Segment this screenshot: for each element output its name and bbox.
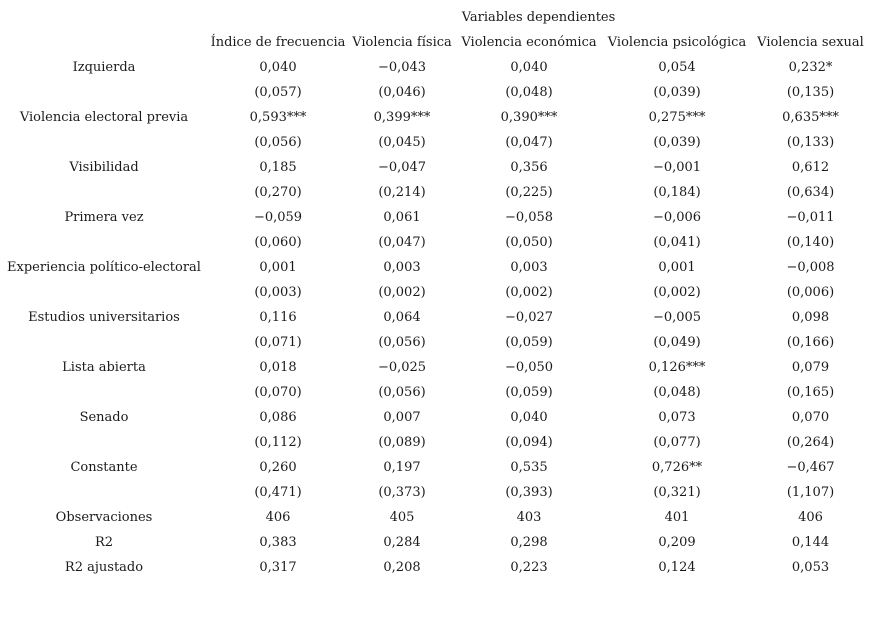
coefficient-cell: 405 <box>389 510 415 525</box>
coefficient-cell: 0,001 <box>259 260 297 275</box>
std-error-cell: (0,006) <box>786 285 835 300</box>
coefficient-cell: −0,050 <box>504 360 554 375</box>
regression-table <box>0 5 869 580</box>
coefficient-cell: −0,467 <box>786 460 835 475</box>
std-error-cell: (0,264) <box>786 435 835 450</box>
coefficient-cell: 0,061 <box>383 210 421 225</box>
coefficient-cell: 0,383 <box>259 535 297 550</box>
coefficient-cell: 0,064 <box>383 310 421 325</box>
table-row <box>0 405 869 430</box>
std-error-cell: (0,112) <box>254 435 302 450</box>
std-error-cell: (0,056) <box>254 135 302 150</box>
std-error-cell: (0,471) <box>254 485 302 500</box>
std-error-cell: (0,214) <box>378 185 426 200</box>
coefficient-cell: 0,079 <box>791 360 830 375</box>
column-header: Violencia económica <box>461 35 597 50</box>
table-row-std-error <box>0 480 869 505</box>
coefficient-cell: 0,070 <box>791 410 830 425</box>
coefficient-cell: −0,001 <box>652 160 702 175</box>
std-error-cell: (0,057) <box>254 85 302 100</box>
row-label <box>0 130 208 155</box>
std-error-cell: (0,270) <box>254 185 302 200</box>
std-error-cell: (0,056) <box>378 385 426 400</box>
std-error-cell: (1,107) <box>786 485 835 500</box>
coefficient-cell: 0,298 <box>510 535 548 550</box>
coefficient-cell: 0,185 <box>259 160 297 175</box>
coefficient-cell: 0,275*** <box>648 110 706 125</box>
row-label <box>0 280 208 305</box>
std-error-cell: (0,166) <box>786 335 835 350</box>
std-error-cell: (0,047) <box>378 235 426 250</box>
row-label: Experiencia político-electoral <box>7 260 201 275</box>
std-error-cell: (0,045) <box>378 135 426 150</box>
coefficient-cell: 0,635*** <box>782 110 839 125</box>
row-label <box>0 430 208 455</box>
table-row-std-error <box>0 230 869 255</box>
table-row <box>0 255 869 280</box>
std-error-cell: (0,070) <box>254 385 302 400</box>
std-error-cell: (0,135) <box>786 85 835 100</box>
row-label: Primera vez <box>64 210 144 225</box>
coefficient-cell: 0,073 <box>658 410 696 425</box>
group-header-row <box>0 5 869 30</box>
table-row <box>0 455 869 480</box>
std-error-cell: (0,049) <box>653 335 701 350</box>
coefficient-cell: −0,047 <box>377 160 427 175</box>
coefficient-cell: −0,011 <box>786 210 835 225</box>
std-error-cell: (0,048) <box>653 385 701 400</box>
coefficient-cell: −0,025 <box>377 360 427 375</box>
row-label <box>0 380 208 405</box>
row-label: Visibilidad <box>69 160 139 175</box>
coefficient-cell: 0,399*** <box>373 110 431 125</box>
std-error-cell: (0,373) <box>378 485 426 500</box>
header-spacer <box>0 30 208 55</box>
row-label <box>0 80 208 105</box>
table-row <box>0 505 869 530</box>
std-error-cell: (0,184) <box>653 185 701 200</box>
std-error-cell: (0,634) <box>786 185 835 200</box>
coefficient-cell: 0,535 <box>510 460 548 475</box>
column-header-row <box>0 30 869 55</box>
coefficient-cell: 406 <box>798 510 823 525</box>
table-row <box>0 155 869 180</box>
table-row-std-error <box>0 430 869 455</box>
coefficient-cell: 0,390*** <box>500 110 558 125</box>
coefficient-cell: 401 <box>664 510 690 525</box>
coefficient-cell: 0,007 <box>383 410 421 425</box>
table-row <box>0 55 869 80</box>
coefficient-cell: 0,144 <box>791 535 830 550</box>
coefficient-cell: 0,356 <box>510 160 548 175</box>
coefficient-cell: −0,006 <box>652 210 702 225</box>
row-label <box>0 180 208 205</box>
std-error-cell: (0,071) <box>254 335 302 350</box>
table-row <box>0 530 869 555</box>
row-label: Izquierda <box>72 60 136 75</box>
coefficient-cell: 0,317 <box>259 560 297 575</box>
std-error-cell: (0,046) <box>378 85 426 100</box>
row-label: R2 <box>94 535 114 550</box>
std-error-cell: (0,059) <box>505 335 553 350</box>
coefficient-cell: 0,098 <box>791 310 830 325</box>
row-label: Violencia electoral previa <box>19 110 189 125</box>
row-label: Estudios universitarios <box>28 310 180 325</box>
std-error-cell: (0,225) <box>505 185 553 200</box>
std-error-cell: (0,039) <box>653 85 701 100</box>
coefficient-cell: −0,008 <box>786 260 835 275</box>
coefficient-cell: 0,209 <box>658 535 696 550</box>
coefficient-cell: 0,040 <box>510 60 548 75</box>
table-row-std-error <box>0 80 869 105</box>
std-error-cell: (0,003) <box>254 285 302 300</box>
coefficient-cell: 0,054 <box>658 60 696 75</box>
table-row <box>0 305 869 330</box>
coefficient-cell: −0,027 <box>504 310 554 325</box>
table-row-std-error <box>0 130 869 155</box>
coefficient-cell: 0,593*** <box>249 110 307 125</box>
coefficient-cell: 0,018 <box>259 360 297 375</box>
coefficient-cell: 0,232* <box>788 60 833 75</box>
std-error-cell: (0,059) <box>505 385 553 400</box>
coefficient-cell: −0,059 <box>253 210 303 225</box>
std-error-cell: (0,133) <box>786 135 835 150</box>
coefficient-cell: 0,124 <box>658 560 696 575</box>
std-error-cell: (0,050) <box>505 235 553 250</box>
table-row-std-error <box>0 380 869 405</box>
std-error-cell: (0,002) <box>653 285 701 300</box>
std-error-cell: (0,060) <box>254 235 302 250</box>
coefficient-cell: 0,612 <box>791 160 830 175</box>
coefficient-cell: −0,043 <box>377 60 427 75</box>
std-error-cell: (0,048) <box>505 85 553 100</box>
std-error-cell: (0,041) <box>653 235 701 250</box>
std-error-cell: (0,094) <box>505 435 553 450</box>
row-label: Lista abierta <box>62 360 146 375</box>
table-row <box>0 555 869 580</box>
std-error-cell: (0,002) <box>505 285 553 300</box>
table-row <box>0 105 869 130</box>
std-error-cell: (0,047) <box>505 135 553 150</box>
table-body <box>0 55 869 580</box>
row-label: R2 ajustado <box>64 560 144 575</box>
column-header: Violencia psicológica <box>607 35 747 50</box>
table-row-std-error <box>0 180 869 205</box>
std-error-cell: (0,039) <box>653 135 701 150</box>
coefficient-cell: 0,040 <box>510 410 548 425</box>
row-label <box>0 230 208 255</box>
std-error-cell: (0,165) <box>786 385 835 400</box>
coefficient-cell: 0,003 <box>510 260 548 275</box>
std-error-cell: (0,321) <box>653 485 701 500</box>
row-label: Constante <box>70 460 138 475</box>
coefficient-cell: 406 <box>265 510 291 525</box>
coefficient-cell: 0,086 <box>259 410 297 425</box>
coefficient-cell: −0,005 <box>652 310 702 325</box>
group-header: Variables dependientes <box>461 10 616 25</box>
table-row <box>0 205 869 230</box>
row-label: Senado <box>79 410 129 425</box>
std-error-cell: (0,089) <box>378 435 426 450</box>
coefficient-cell: 0,208 <box>383 560 421 575</box>
column-header: Índice de frecuencia <box>210 35 346 50</box>
coefficient-cell: 0,197 <box>383 460 421 475</box>
row-label <box>0 330 208 355</box>
coefficient-cell: 0,223 <box>510 560 548 575</box>
row-label <box>0 480 208 505</box>
coefficient-cell: 0,116 <box>259 310 297 325</box>
coefficient-cell: 0,053 <box>791 560 830 575</box>
coefficient-cell: 0,260 <box>259 460 297 475</box>
std-error-cell: (0,056) <box>378 335 426 350</box>
std-error-cell: (0,393) <box>505 485 553 500</box>
coefficient-cell: 0,126*** <box>648 360 706 375</box>
coefficient-cell: 0,001 <box>658 260 696 275</box>
table-row-std-error <box>0 330 869 355</box>
table-row <box>0 355 869 380</box>
table-row-std-error <box>0 280 869 305</box>
std-error-cell: (0,140) <box>786 235 835 250</box>
coefficient-cell: 0,040 <box>259 60 297 75</box>
header-spacer <box>0 5 208 30</box>
row-label: Observaciones <box>55 510 153 525</box>
coefficient-cell: 0,003 <box>383 260 421 275</box>
coefficient-cell: −0,058 <box>504 210 554 225</box>
coefficient-cell: 0,284 <box>383 535 421 550</box>
column-header: Violencia sexual <box>757 35 864 50</box>
column-header: Violencia física <box>352 35 452 50</box>
coefficient-cell: 403 <box>516 510 542 525</box>
std-error-cell: (0,002) <box>378 285 426 300</box>
coefficient-cell: 0,726** <box>651 460 703 475</box>
std-error-cell: (0,077) <box>653 435 701 450</box>
